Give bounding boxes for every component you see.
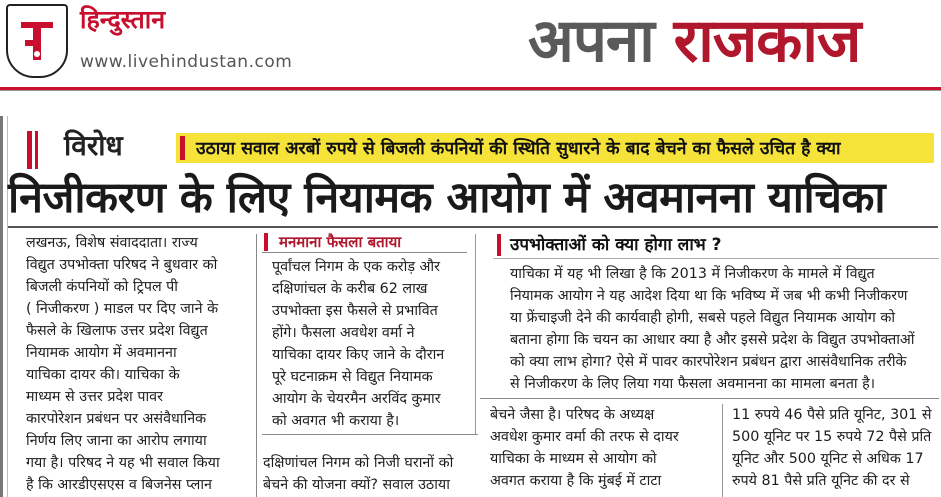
body-line: उपभोक्ता इस फैसले से प्रभावित [272, 303, 438, 319]
hindustan-logo-icon [6, 4, 68, 78]
column-2-continued [263, 452, 473, 496]
body-line: निर्णय लिए जाना का आरोप लगाया [26, 433, 207, 449]
column-divider [475, 234, 476, 434]
body-line: ( निजीकरण ) माडल पर दिए जाने के [26, 301, 219, 317]
body-line: नियामक आयोग में अवमानना [26, 345, 177, 361]
column-1 [26, 232, 248, 496]
body-line: बताना होगा कि चयन का आधार क्या है और इससे प्रदेश के विद्युत उपभोक्ताओं [510, 332, 915, 348]
body-line: पूर्वांचल निगम के एक करोड़ और [272, 259, 441, 275]
body-line: है कि आरडीएसएस व बिजनेस प्लान [26, 477, 212, 493]
body-line: को अवगत भी कराया है। [272, 413, 400, 429]
body-line: लखनऊ, विशेष संवाददाता। राज्य [26, 235, 198, 251]
page-name [528, 2, 860, 80]
kicker: विरोध [64, 129, 123, 162]
body-line: बिजली कंपनियों को ट्रिपल पी [26, 279, 179, 295]
headline-rule [8, 226, 938, 228]
kicker-marker-thin [35, 131, 38, 169]
column-divider [722, 404, 723, 497]
logo-glyph [15, 16, 59, 66]
box-subhead-rule [262, 252, 467, 253]
body-line: अवगत कराया है कि मुंबई में टाटा [490, 473, 662, 489]
body-line: होंगे। फैसला अवधेश वर्मा ने [272, 325, 415, 341]
body-line: आयोग के चेयरमैन अरविंद कुमार [272, 391, 441, 407]
body-line: को क्या लाभ होगा? ऐसे में पावर कारपोरेशन प्रबंधन द्वारा आसंवैधानिक तरीके [510, 354, 907, 370]
body-line: याचिका में यह भी लिखा है कि 2013 में निजीकरण के मामले में विद्युत [510, 266, 875, 282]
body-line: याचिका के माध्यम से आयोग को [490, 451, 657, 467]
website-url[interactable]: www.livehindustan.com [80, 52, 293, 72]
body-line: यूनिट और 500 यूनिट से अधिक 17 [732, 451, 924, 467]
body-line: से निजीकरण के लिए लिया गया फैसला अवमानना का मामला बनता है। [510, 376, 876, 392]
body-line: याचिका दायर किए जाने के दौरान [272, 347, 445, 363]
section-2-heading: उपभोक्ताओं को क्या होगा लाभ ? [510, 235, 722, 255]
column-5 [732, 404, 940, 492]
body-line: दक्षिणांचल के करीब 62 लाख [272, 281, 428, 297]
body-line: गया है। परिषद ने यह भी सवाल किया [26, 455, 220, 471]
kicker-marker [27, 131, 32, 169]
column-2 [272, 256, 470, 432]
masthead-rule-thin [0, 90, 941, 91]
column-4 [490, 404, 716, 492]
body-line: बेचने की योजना क्यों? सवाल उठाया [263, 477, 450, 493]
body-line: या फ्रेंचाइजी देने की कार्यवाही होगी, सबसे पहले विद्युत नियामक आयोग को [510, 310, 896, 326]
brand-name: हिन्दुस्तान [80, 5, 166, 34]
body-line: फैसले के खिलाफ उत्तर प्रदेश विद्युत [26, 323, 208, 339]
section-2-marker [497, 234, 501, 256]
body-line: नियामक आयोग ने यह आदेश दिया था कि भविष्य में जब भी कभी निजीकरण [510, 288, 908, 304]
body-line: अवधेश कुमार वर्मा की तरफ से दायर [490, 429, 679, 445]
body-line: माध्यम से उत्तर प्रदेश पावर [26, 389, 163, 405]
body-line: पूरे घटनाक्रम से विद्युत नियामक [272, 369, 433, 385]
box-subhead: मनमाना फैसला बताया [263, 232, 467, 252]
strapline-text: उठाया सवाल अरबों रुपये से बिजली कंपनियों की स्थिति सुधारने के बाद बेचने का फैसले उचित है क्या [196, 139, 841, 159]
section-2-bottom-rule [480, 398, 939, 399]
strapline-marker [180, 136, 185, 160]
section-2-body [510, 263, 935, 395]
strapline [176, 133, 934, 163]
column-divider [256, 234, 257, 497]
body-line: विद्युत उपभोक्ता परिषद ने बुधवार को [26, 257, 218, 273]
page-name-part-b: राजकाज [673, 6, 861, 76]
body-line: 500 यूनिट पर 15 रुपये 72 पैसे प्रति [732, 429, 932, 445]
body-line: याचिका दायर की। याचिका के [26, 367, 180, 383]
box-subhead-marker [264, 233, 268, 251]
body-line: 11 रुपये 46 पैसे प्रति यूनिट, 301 से [732, 407, 932, 423]
box-bottom-rule [262, 434, 478, 435]
body-line: दक्षिणांचल निगम को निजी घरानों को [263, 455, 454, 471]
body-line: कारपोरेशन प्रबंधन पर असंवैधानिक [26, 411, 207, 427]
page-edge-bar [0, 116, 3, 497]
headline: निजीकरण के लिए नियामक आयोग में अवमानना याचिका [8, 173, 886, 223]
section-2-rule [493, 258, 939, 259]
body-line: रुपये 81 पैसे प्रति यूनिट की दर से [732, 473, 910, 489]
page-name-part-a: अपना [528, 6, 674, 76]
body-line: बेचने जैसा है। परिषद के अध्यक्ष [490, 407, 655, 423]
